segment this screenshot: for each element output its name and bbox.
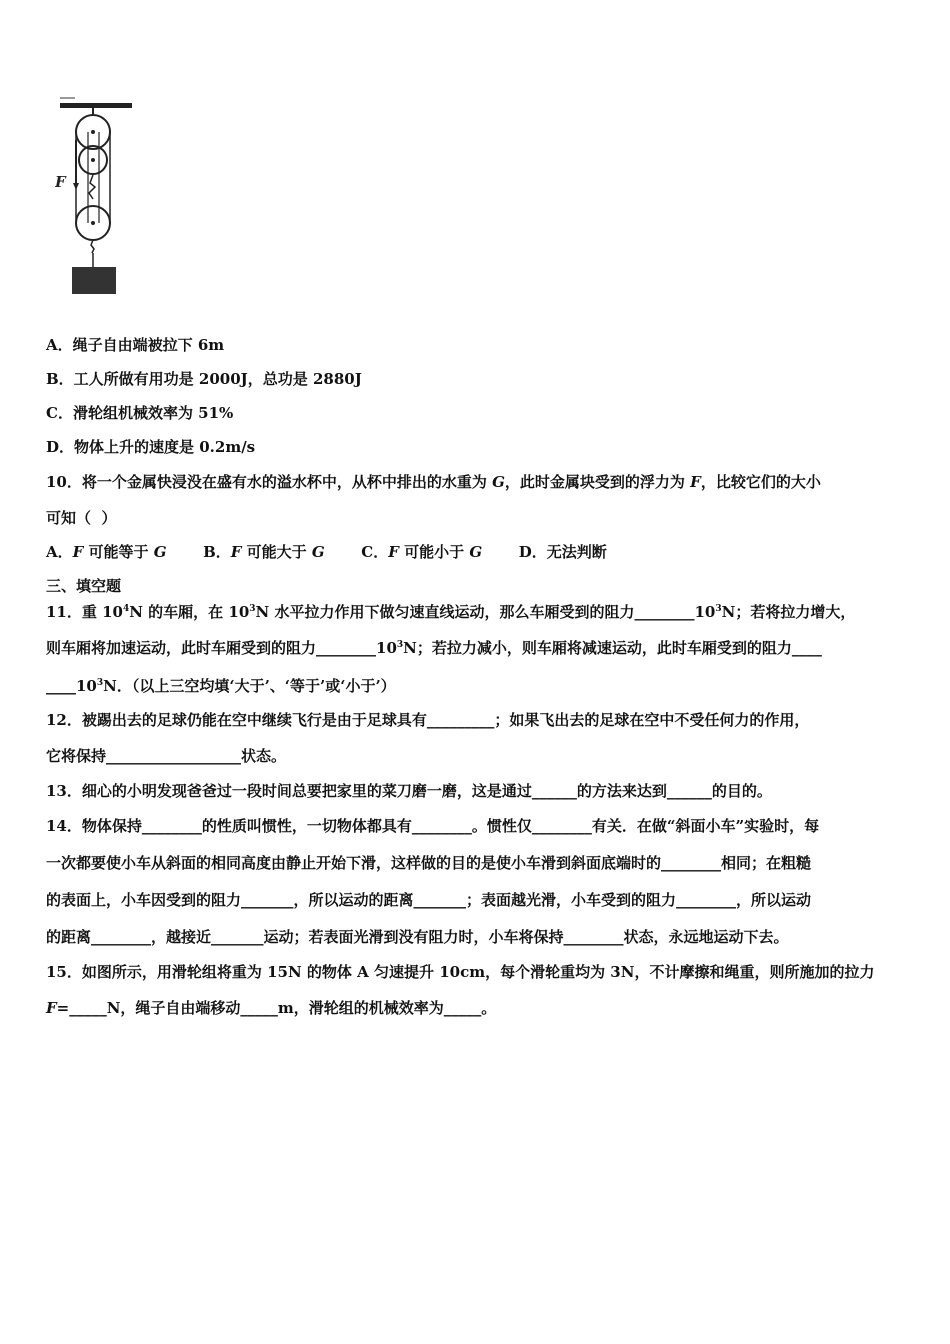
text-line bbox=[46, 437, 255, 457]
pulley-system-figure bbox=[55, 95, 135, 304]
text-line bbox=[46, 998, 496, 1018]
text-segment: G bbox=[492, 473, 505, 491]
text-line bbox=[46, 816, 819, 836]
text-line bbox=[46, 746, 286, 766]
text-line bbox=[46, 710, 809, 730]
text-line bbox=[46, 335, 224, 355]
text-segment: N 的车厢，在 10 bbox=[129, 603, 250, 621]
text-segment: 它将保持__________________状态。 bbox=[46, 747, 287, 765]
text-segment: B．工人所做有用功是 2000J，总功是 2880J bbox=[46, 370, 362, 388]
text-segment: 可能等于 bbox=[83, 543, 154, 561]
text-segment: 则车厢将加速运动，此时车厢受到的阻力________10 bbox=[46, 639, 397, 657]
text-segment: 一次都要使小车从斜面的相同高度由静止开始下滑，这样做的目的是使小车滑到斜面底端时的________相同；在粗糙 bbox=[46, 854, 812, 872]
text-line bbox=[46, 676, 396, 696]
text-line bbox=[46, 962, 874, 982]
text-segment: 的表面上，小车因受到的阻力_______，所以运动的距离_______；表面越光滑，小车受到的阻力________，所以运动 bbox=[46, 891, 812, 909]
text-line bbox=[46, 602, 855, 622]
text-segment: 14．物体保持________的性质叫惯性，一切物体都具有________。惯性仅________有关．在做“斜面小车”实验时，每 bbox=[46, 817, 820, 835]
text-segment: B． bbox=[166, 543, 231, 561]
text-segment: 13．细心的小明发现爸爸过一段时间总要把家里的菜刀磨一磨，这是通过______的方法来达到______的目的。 bbox=[46, 782, 772, 800]
text-segment: N；若拉力减小，则车厢将减速运动，此时车厢受到的阻力____ bbox=[403, 639, 822, 657]
text-segment: 三、填空题 bbox=[46, 577, 122, 595]
superscript: 3 bbox=[715, 604, 722, 614]
text-segment: F bbox=[230, 543, 242, 561]
superscript: 3 bbox=[396, 640, 404, 650]
text-segment: F bbox=[72, 543, 84, 561]
pulley-diagram bbox=[55, 95, 135, 300]
text-segment: C．滑轮组机械效率为 51% bbox=[46, 404, 234, 422]
text-line bbox=[46, 638, 822, 658]
text-line bbox=[46, 853, 811, 873]
text-segment: 可能大于 bbox=[241, 543, 312, 561]
text-segment: =_____N，绳子自由端移动_____m，滑轮组的机械效率为_____。 bbox=[56, 999, 497, 1017]
text-line bbox=[46, 576, 121, 596]
text-segment: F bbox=[388, 543, 399, 561]
text-segment: 10．将一个金属快浸没在盛有水的溢水杯中，从杯中排出的水重为 bbox=[46, 473, 493, 491]
force-label: F bbox=[55, 173, 66, 191]
text-line bbox=[46, 927, 789, 947]
text-segment: 的距离________，越接近_______运动；若表面光滑到没有阻力时，小车将保持________状态，永远地运动下去。 bbox=[46, 928, 789, 946]
text-line bbox=[46, 472, 821, 492]
text-line bbox=[46, 403, 233, 423]
text-segment: 可知（ ） bbox=[46, 509, 117, 527]
text-segment: C． bbox=[324, 543, 389, 561]
text-line bbox=[46, 890, 811, 910]
text-segment: D．无法判断 bbox=[482, 543, 607, 561]
text-segment: 12．被踢出去的足球仍能在空中继续飞行是由于足球具有_________；如果飞出去的足球在空中不受任何力的作用， bbox=[46, 711, 810, 729]
text-segment: A．绳子自由端被拉下 6m bbox=[46, 336, 225, 354]
text-segment: N 水平拉力作用下做匀速直线运动，那么车厢受到的阻力________10 bbox=[255, 603, 716, 621]
text-segment: G bbox=[469, 543, 483, 561]
text-segment: G bbox=[153, 543, 167, 561]
text-segment: F bbox=[690, 473, 701, 491]
text-segment: N；若将拉力增大， bbox=[721, 603, 856, 621]
text-segment: 15．如图所示，用滑轮组将重为 15N 的物体 A 匀速提升 10cm，每个滑轮重均为 3N，不计摩擦和绳重，则所施加的拉力 bbox=[46, 963, 875, 981]
text-segment: D．物体上升的速度是 0.2m/s bbox=[46, 438, 256, 456]
text-segment: G bbox=[311, 543, 325, 561]
text-line bbox=[46, 542, 607, 562]
text-segment: 11．重 10 bbox=[46, 603, 123, 621]
text-segment: ，此时金属块受到的浮力为 bbox=[504, 473, 691, 491]
superscript: 3 bbox=[96, 678, 104, 688]
superscript: 3 bbox=[249, 604, 256, 614]
text-line bbox=[46, 369, 362, 389]
text-segment: ，比较它们的大小 bbox=[700, 473, 821, 491]
text-segment: 可能小于 bbox=[398, 543, 470, 561]
superscript: 4 bbox=[122, 604, 130, 614]
text-line bbox=[46, 781, 772, 801]
text-segment: ____10 bbox=[46, 677, 97, 695]
text-segment: F bbox=[46, 999, 57, 1017]
text-line bbox=[46, 508, 116, 528]
text-segment: N．（以上三空均填‘大于’、‘等于’或‘小于’） bbox=[103, 677, 396, 695]
text-segment: A． bbox=[46, 543, 73, 561]
